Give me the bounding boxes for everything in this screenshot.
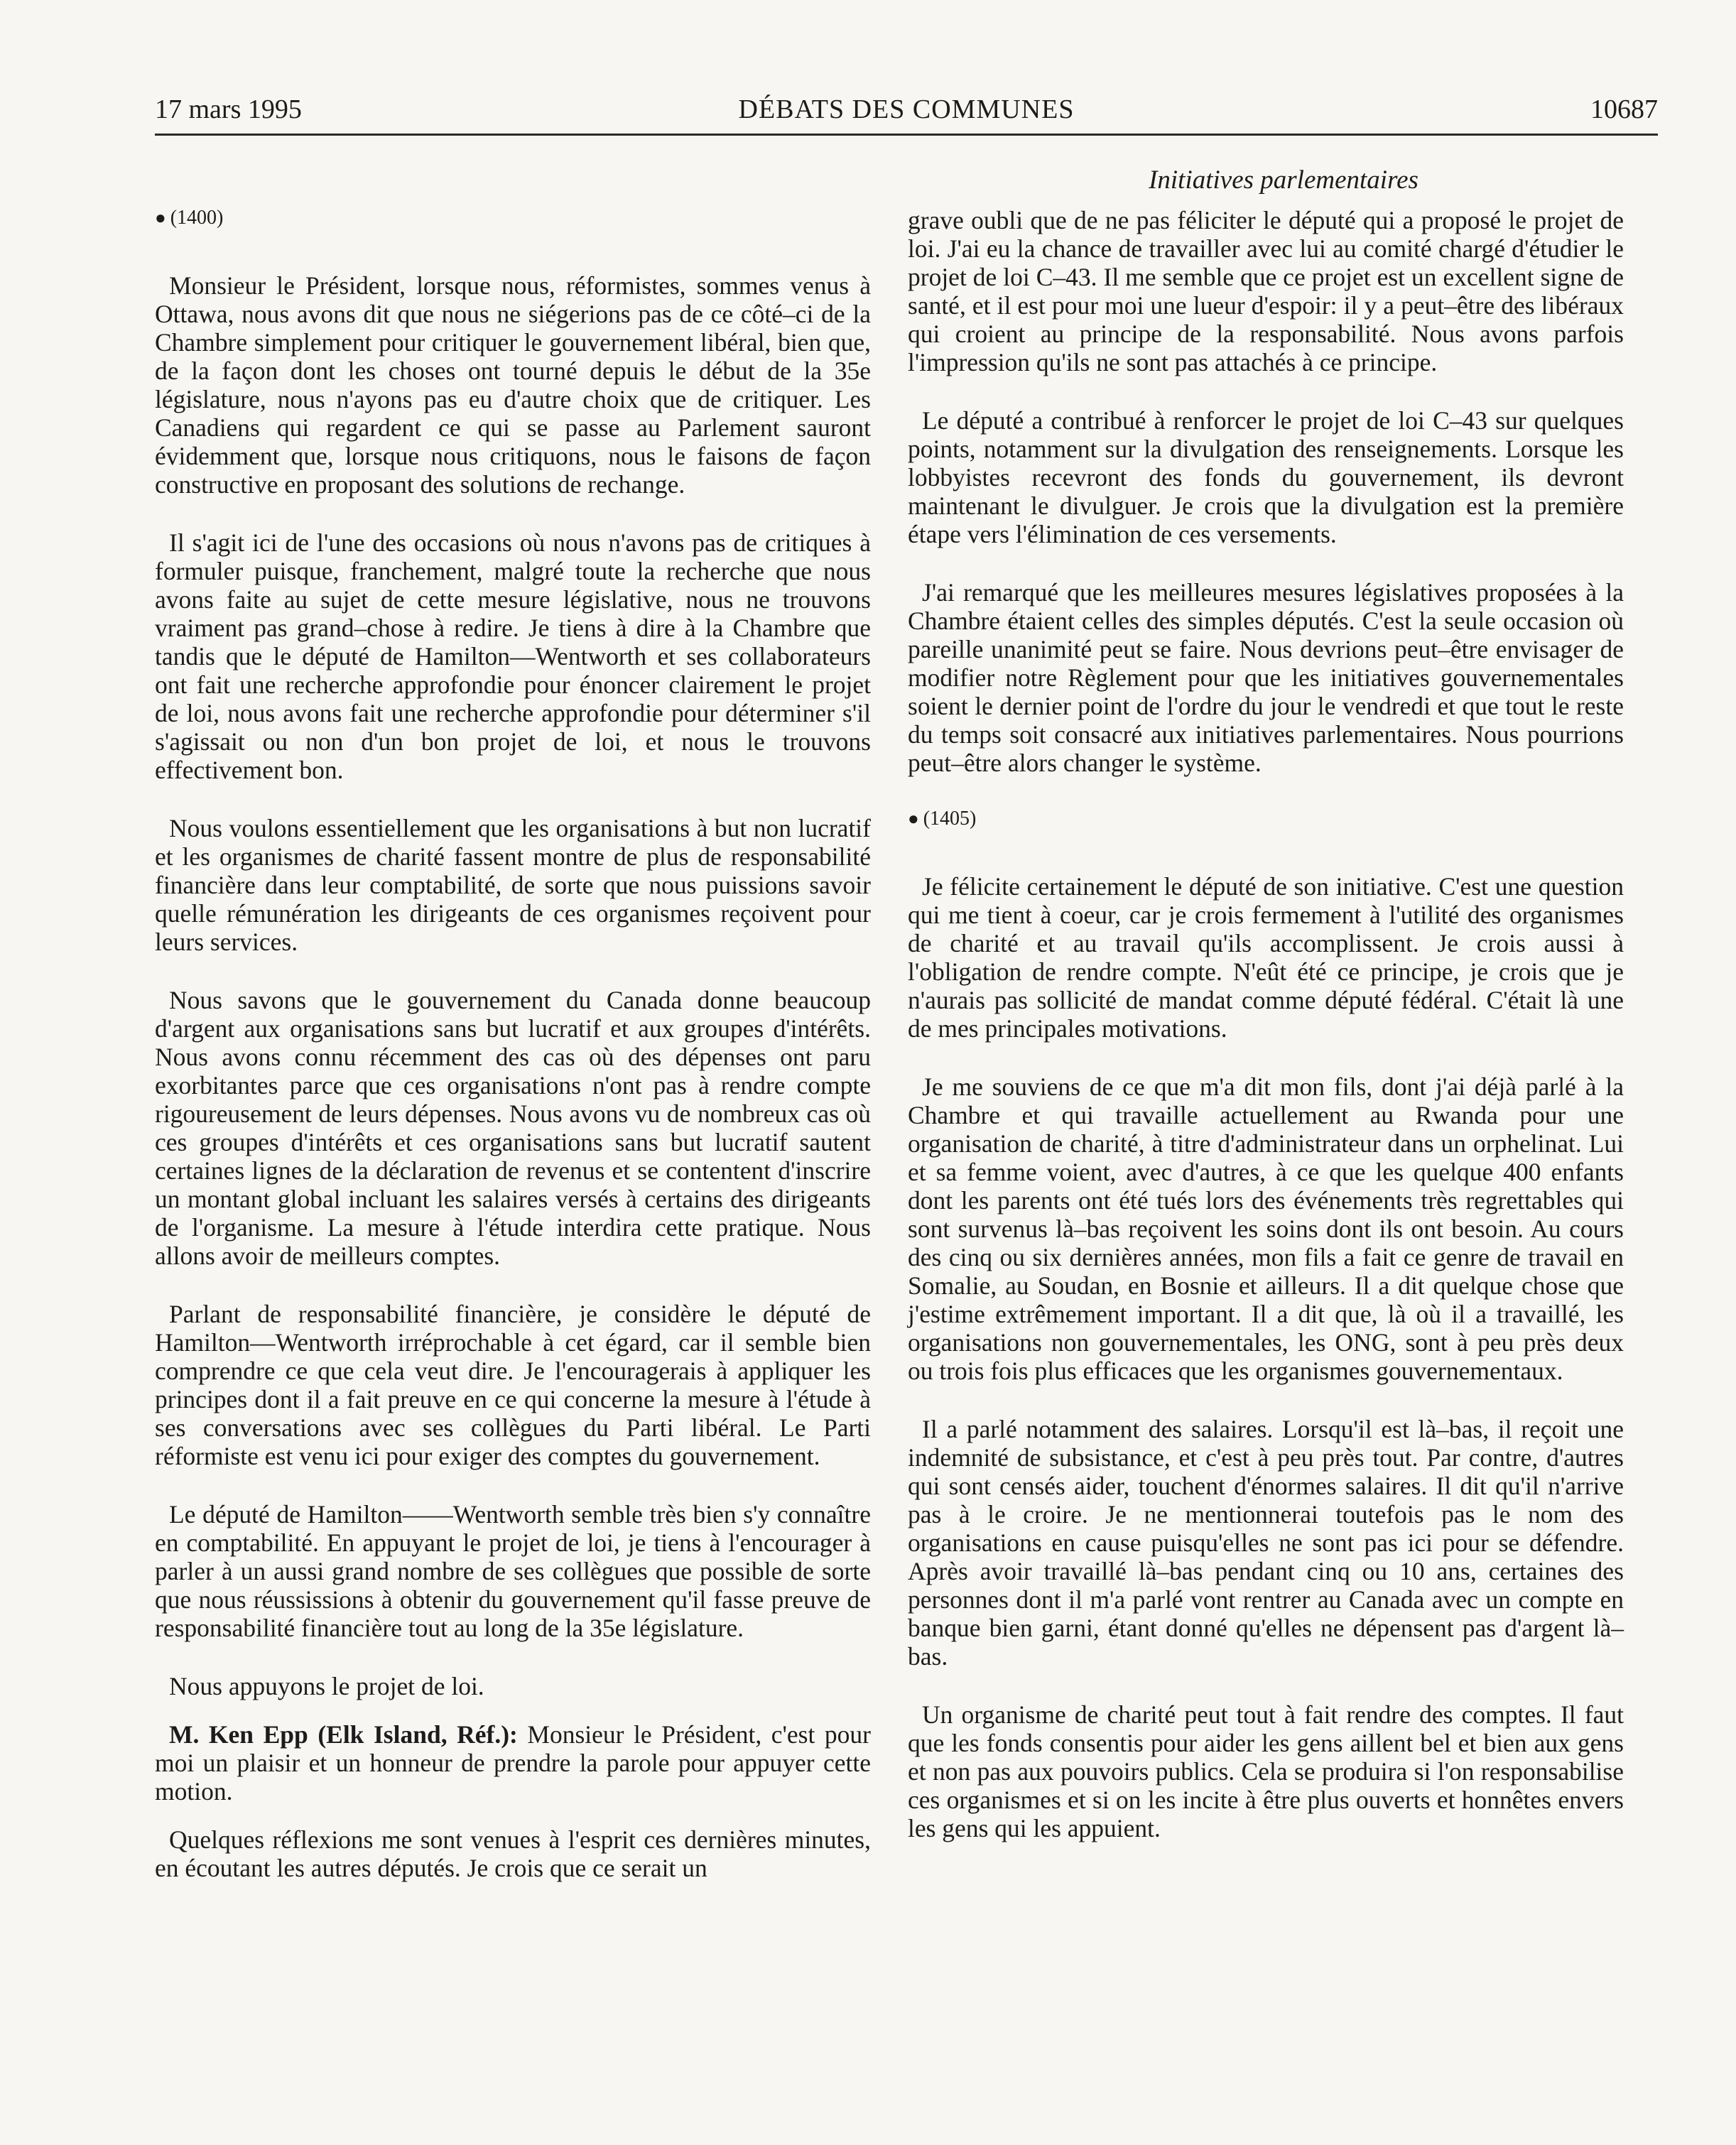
paragraph: Un organisme de charité peut tout à fait rendre des comptes. Il faut que les fonds consentis pour aider les gens aillent bel et bien aux gens et non pas aux pouvoirs publics. Cela se produira si l'on responsabilise ces organismes et si on les incite à être plus ouverts et honnêtes envers les gens qui les appuient.	[908, 1700, 1624, 1842]
section-title: Initiatives parlementaires	[1149, 165, 1418, 195]
time-marker-label: (1405)	[923, 808, 977, 830]
page-header	[155, 78, 1658, 136]
bullet-icon: ●	[155, 207, 166, 228]
paragraph: Le député a contribué à renforcer le projet de loi C–43 sur quelques points, notamment sur la divulgation des renseignements. Lorsque les lobbyistes recevront des fonds du gouvernement, ils devront maintenant le divulguer. Je crois que la divulgation est la première étape vers l'élimination de ces versements.	[908, 406, 1624, 548]
paragraph: Je félicite certainement le député de son initiative. C'est une question qui me tient à coeur, car je crois fermement à l'utilité des organismes de charité et au travail qu'ils accomplissent. Je crois aussi à l'obligation de rendre compte. N'eût été ce principe, je crois que je n'aurais pas sollicité de mandat comme député fédéral. C'était là une de mes principales motivations.	[908, 872, 1624, 1043]
speaker-paragraph	[155, 1720, 871, 1805]
paragraph: Monsieur le Président, lorsque nous, réformistes, sommes venus à Ottawa, nous avons dit que nous ne siégerions pas de ce côté–ci de la Chambre simplement pour critiquer le gouvernement libéral, bien que, de la façon dont les choses ont tourné depuis le début de la 35e législature, nous n'ayons pas eu d'autre choix que de critiquer. Les Canadiens qui regardent ce qui se passe au Parlement sauront évidemment que, lorsque nous critiquons, nous le faisons de façon constructive en proposant des solutions de rechange.	[155, 271, 871, 499]
paragraph: Nous voulons essentiellement que les organisations à but non lucratif et les organismes de charité fassent montre de plus de responsabilité financière dans leur comptabilité, de sorte que nous puissions savoir quelle rémunération les dirigeants de ces organismes reçoivent pour leurs services.	[155, 814, 871, 956]
paragraph: Parlant de responsabilité financière, je considère le député de Hamilton—Wentworth irréprochable à cet égard, car il semble bien comprendre ce que cela veut dire. Je l'encouragerais à appliquer les principes dont il a fait preuve en ce qui concerne la mesure à l'étude à ses conversations avec ses collègues du Parti libéral. Le Parti réformiste est venu ici pour exiger des comptes du gouvernement.	[155, 1300, 871, 1470]
paragraph: Nous appuyons le projet de loi.	[169, 1672, 484, 1700]
paragraph: Il s'agit ici de l'une des occasions où nous n'avons pas de critiques à formuler puisque, franchement, malgré toute la recherche que nous avons faite au sujet de cette mesure législative, nous ne trouvons vraiment pas grand–chose à redire. Je tiens à dire à la Chambre que tandis que le député de Hamilton—Wentworth et ses collaborateurs ont fait une recherche approfondie pour énoncer clairement le projet de loi, nous avons fait une recherche approfondie pour déterminer s'il s'agissait ou non d'un bon projet de loi, et nous le trouvons effectivement bon.	[155, 528, 871, 784]
paragraph: J'ai remarqué que les meilleures mesures législatives proposées à la Chambre étaient celles des simples députés. C'est la seule occasion où pareille unanimité peut se faire. Nous devrions peut–être envisager de modifier notre Règlement pour que les initiatives gouvernementales soient le dernier point de l'ordre du jour le vendredi et que tout le reste du temps soit consacré aux initiatives parlementaires. Nous pourrions peut–être alors changer le système.	[908, 578, 1624, 777]
paragraph: Quelques réflexions me sont venues à l'esprit ces dernières minutes, en écoutant les autres députés. Je crois que ce serait un	[155, 1825, 871, 1882]
header-date: 17 mars 1995	[155, 94, 302, 124]
paragraph: grave oubli que de ne pas féliciter le député qui a proposé le projet de loi. J'ai eu la chance de travailler avec lui au comité chargé d'étudier le projet de loi C–43. Il me semble que ce projet est un excellent signe de santé, et il est pour moi une lueur d'espoir: il y a peut–être des libéraux qui croient au principe de la responsabilité. Nous avons parfois l'impression qu'ils ne sont pas attachés à ce principe.	[908, 206, 1624, 376]
speaker-name: M. Ken Epp (Elk Island, Réf.):	[169, 1720, 518, 1749]
right-column	[908, 206, 1624, 1872]
time-marker	[908, 807, 1624, 831]
paragraph: Le député de Hamilton——Wentworth semble très bien s'y connaître en comptabilité. En appuyant le projet de loi, je tiens à l'encourager à parler à un aussi grand nombre de ses collègues que possible de sorte que nous réussissions à obtenir du gouvernement qu'il fasse preuve de responsabilité financière tout au long de la 35e législature.	[155, 1500, 871, 1642]
left-column	[155, 206, 871, 1912]
paragraph: Je me souviens de ce que m'a dit mon fils, dont j'ai déjà parlé à la Chambre et qui travaille actuellement au Rwanda pour une organisation de charité, à titre d'administrateur dans un orphelinat. Lui et sa femme voient, avec d'autres, à ce que les quelque 400 enfants dont les parents ont été tués lors des événements très regrettables qui sont survenus là–bas reçoivent les soins dont ils ont besoin. Au cours des cinq ou six dernières années, mon fils a fait ce genre de travail en Somalie, au Soudan, en Bosnie et ailleurs. Il a dit quelque chose que j'estime extrêmement important. Il a dit que, là où il a travaillé, les organisations non gouvernementales, les ONG, sont à peu près deux ou trois fois plus efficaces que les organismes gouvernementaux.	[908, 1072, 1624, 1385]
bullet-icon: ●	[908, 808, 919, 829]
speaker-text: Monsieur le Président, c'est pour moi un plaisir et un honneur de prendre la parole pour appuyer cette motion.	[155, 1720, 871, 1805]
publication-title: DÉBATS DES COMMUNES	[738, 94, 1075, 124]
paragraph: Il a parlé notamment des salaires. Lorsqu'il est là–bas, il reçoit une indemnité de subsistance, et c'est à peu près tout. Par contre, d'autres qui sont censés aider, touchent d'énormes salaires. Il dit qu'il n'arrive pas à le croire. Je ne mentionnerai toutefois pas le nom des organisations en cause puisqu'elles ne sont pas ici pour se défendre. Après avoir travaillé là–bas pendant cinq ou 10 ans, certaines des personnes dont il m'a parlé vont rentrer au Canada avec un compte en banque bien garni, étant donné qu'elles ne dépensent pas d'argent là–bas.	[908, 1415, 1624, 1671]
page-number: 10687	[1590, 94, 1658, 124]
time-marker-label: (1400)	[170, 207, 224, 229]
time-marker	[155, 206, 871, 230]
paragraph: Nous savons que le gouvernement du Canada donne beaucoup d'argent aux organisations sans but lucratif et aux groupes d'intérêts. Nous avons connu récemment des cas où des dépenses ont paru exorbitantes parce que ces organisations n'ont pas à rendre compte rigoureusement de leurs dépenses. Nous avons vu de nombreux cas où ces groupes d'intérêts et ces organisations sans but lucratif sautent certaines lignes de la déclaration de revenus et se contentent d'inscrire un montant global incluant les salaires versés à certains des dirigeants de l'organisme. La mesure à l'étude interdira cette pratique. Nous allons avoir de meilleurs comptes.	[155, 986, 871, 1270]
